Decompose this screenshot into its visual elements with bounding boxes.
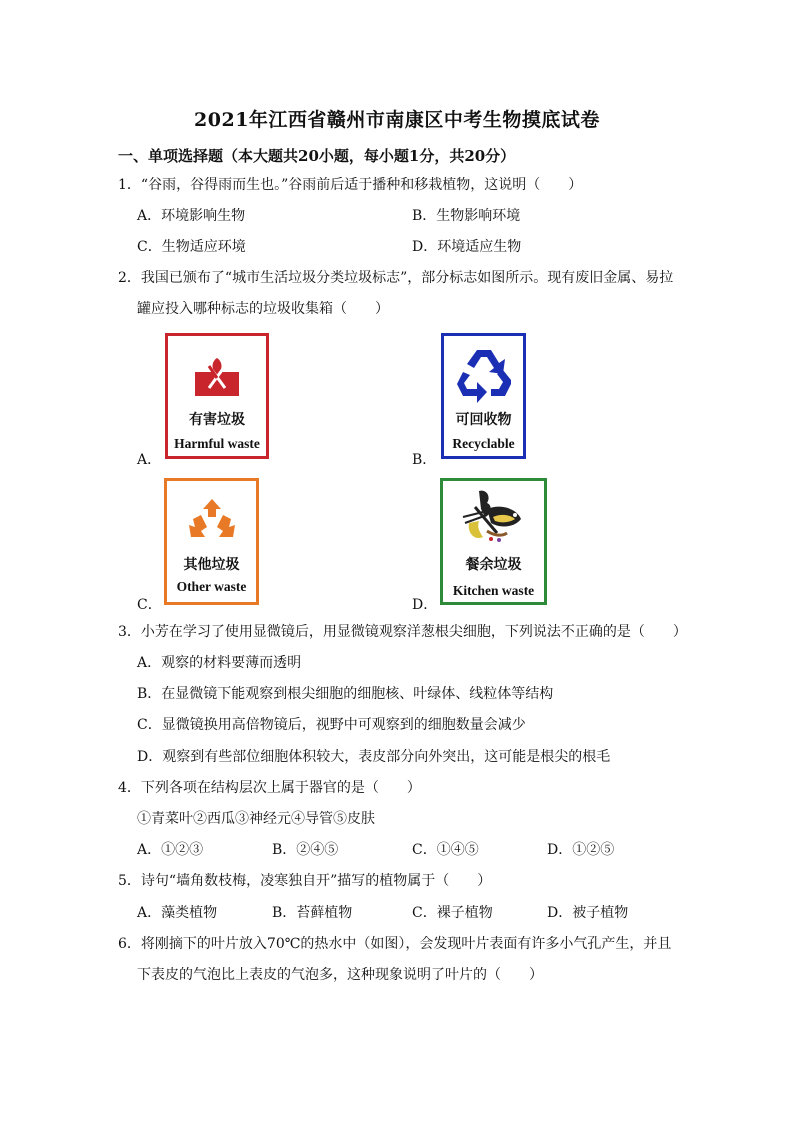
kitchen-waste-en-label: Kitchen waste [452,583,535,598]
other-waste-cn-label: 其他垃圾 [183,557,240,573]
kitchen-waste-icon [457,487,533,545]
question-3-option-b[interactable]: B．在显微镜下能观察到根尖细胞的细胞核、叶绿体、线粒体等结构 [137,686,554,702]
question-3-option-c[interactable]: C．显微镜换用高倍物镜后，视野中可观察到的细胞数量会减少 [137,717,526,733]
question-1-option-a[interactable]: A．环境影响生物 [137,208,246,224]
harmful-waste-en-label: Harmful waste [174,436,260,451]
harmful-waste-icon [195,352,239,396]
page-title: 2021年江西省赣州市南康区中考生物摸底试卷 [194,109,600,131]
other-waste-en-label: Other waste [176,579,247,594]
section-heading: 一、单项选择题（本大题共20小题，每小题1分，共20分） [118,147,516,165]
kitchen-waste-cn-label: 餐余垃圾 [465,557,522,573]
question-5-option-d[interactable]: D．被子植物 [547,905,629,921]
question-3-option-a[interactable]: A．观察的材料要薄而透明 [137,655,302,671]
question-5-option-a[interactable]: A．藻类植物 [137,905,218,921]
question-2-label-a[interactable]: A． [137,452,162,468]
question-2-stem-line2: 罐应投入哪种标志的垃圾收集箱（ ） [137,301,389,317]
question-1-option-c[interactable]: C．生物适应环境 [137,239,246,255]
question-3-stem: 3．小芳在学习了使用显微镜后，用显微镜观察洋葱根尖细胞，下列说法不正确的是（ ） [118,624,687,640]
recyclable-en-label: Recyclable [452,436,515,451]
question-2-label-b[interactable]: B． [412,452,437,468]
question-5-option-b[interactable]: B．苔藓植物 [272,905,353,921]
recyclable-cn-label: 可回收物 [455,412,512,428]
question-6-stem-line1: 6．将刚摘下的叶片放入70℃的热水中（如图），会发现叶片表面有许多小气孔产生，并且 [118,936,672,952]
question-2-label-d[interactable]: D． [412,597,438,613]
other-waste-sign[interactable] [164,478,259,605]
question-3-option-d[interactable]: D．观察到有些部位细胞体积较大，表皮部分向外突出，这可能是根尖的根毛 [137,749,611,765]
question-1-option-b[interactable]: B．生物影响环境 [412,208,521,224]
question-4-option-b[interactable]: B．②④⑤ [272,842,339,858]
question-5-stem: 5．诗句“墙角数枝梅，凌寒独自开”描写的植物属于（ ） [118,873,492,889]
question-1-stem: 1．“谷雨，谷得雨而生也。”谷雨前后适于播种和移栽植物，这说明（ ） [118,177,583,193]
question-6-stem-line2: 下表皮的气泡比上表皮的气泡多，这种现象说明了叶片的（ ） [137,967,543,983]
question-4-option-d[interactable]: D．①②⑤ [547,842,615,858]
question-4-option-a[interactable]: A．①②③ [137,842,204,858]
question-4-option-c[interactable]: C．①④⑤ [412,842,479,858]
question-1-option-d[interactable]: D．环境适应生物 [412,239,522,255]
other-waste-icon [187,497,237,543]
recycle-icon [453,346,515,404]
recyclable-sign[interactable] [441,333,526,459]
question-4-stem: 4．下列各项在结构层次上属于器官的是（ ） [118,780,421,796]
harmful-waste-cn-label: 有害垃圾 [189,412,245,428]
kitchen-waste-sign[interactable] [440,478,547,605]
harmful-waste-sign[interactable] [165,333,269,459]
question-2-label-c[interactable]: C． [137,597,162,613]
question-2-stem-line1: 2．我国已颁布了“城市生活垃圾分类垃圾标志”，部分标志如图所示。现有废旧金属、易拉 [118,270,674,286]
question-5-option-c[interactable]: C．裸子植物 [412,905,493,921]
question-4-items: ①青菜叶②西瓜③神经元④导管⑤皮肤 [137,811,375,827]
